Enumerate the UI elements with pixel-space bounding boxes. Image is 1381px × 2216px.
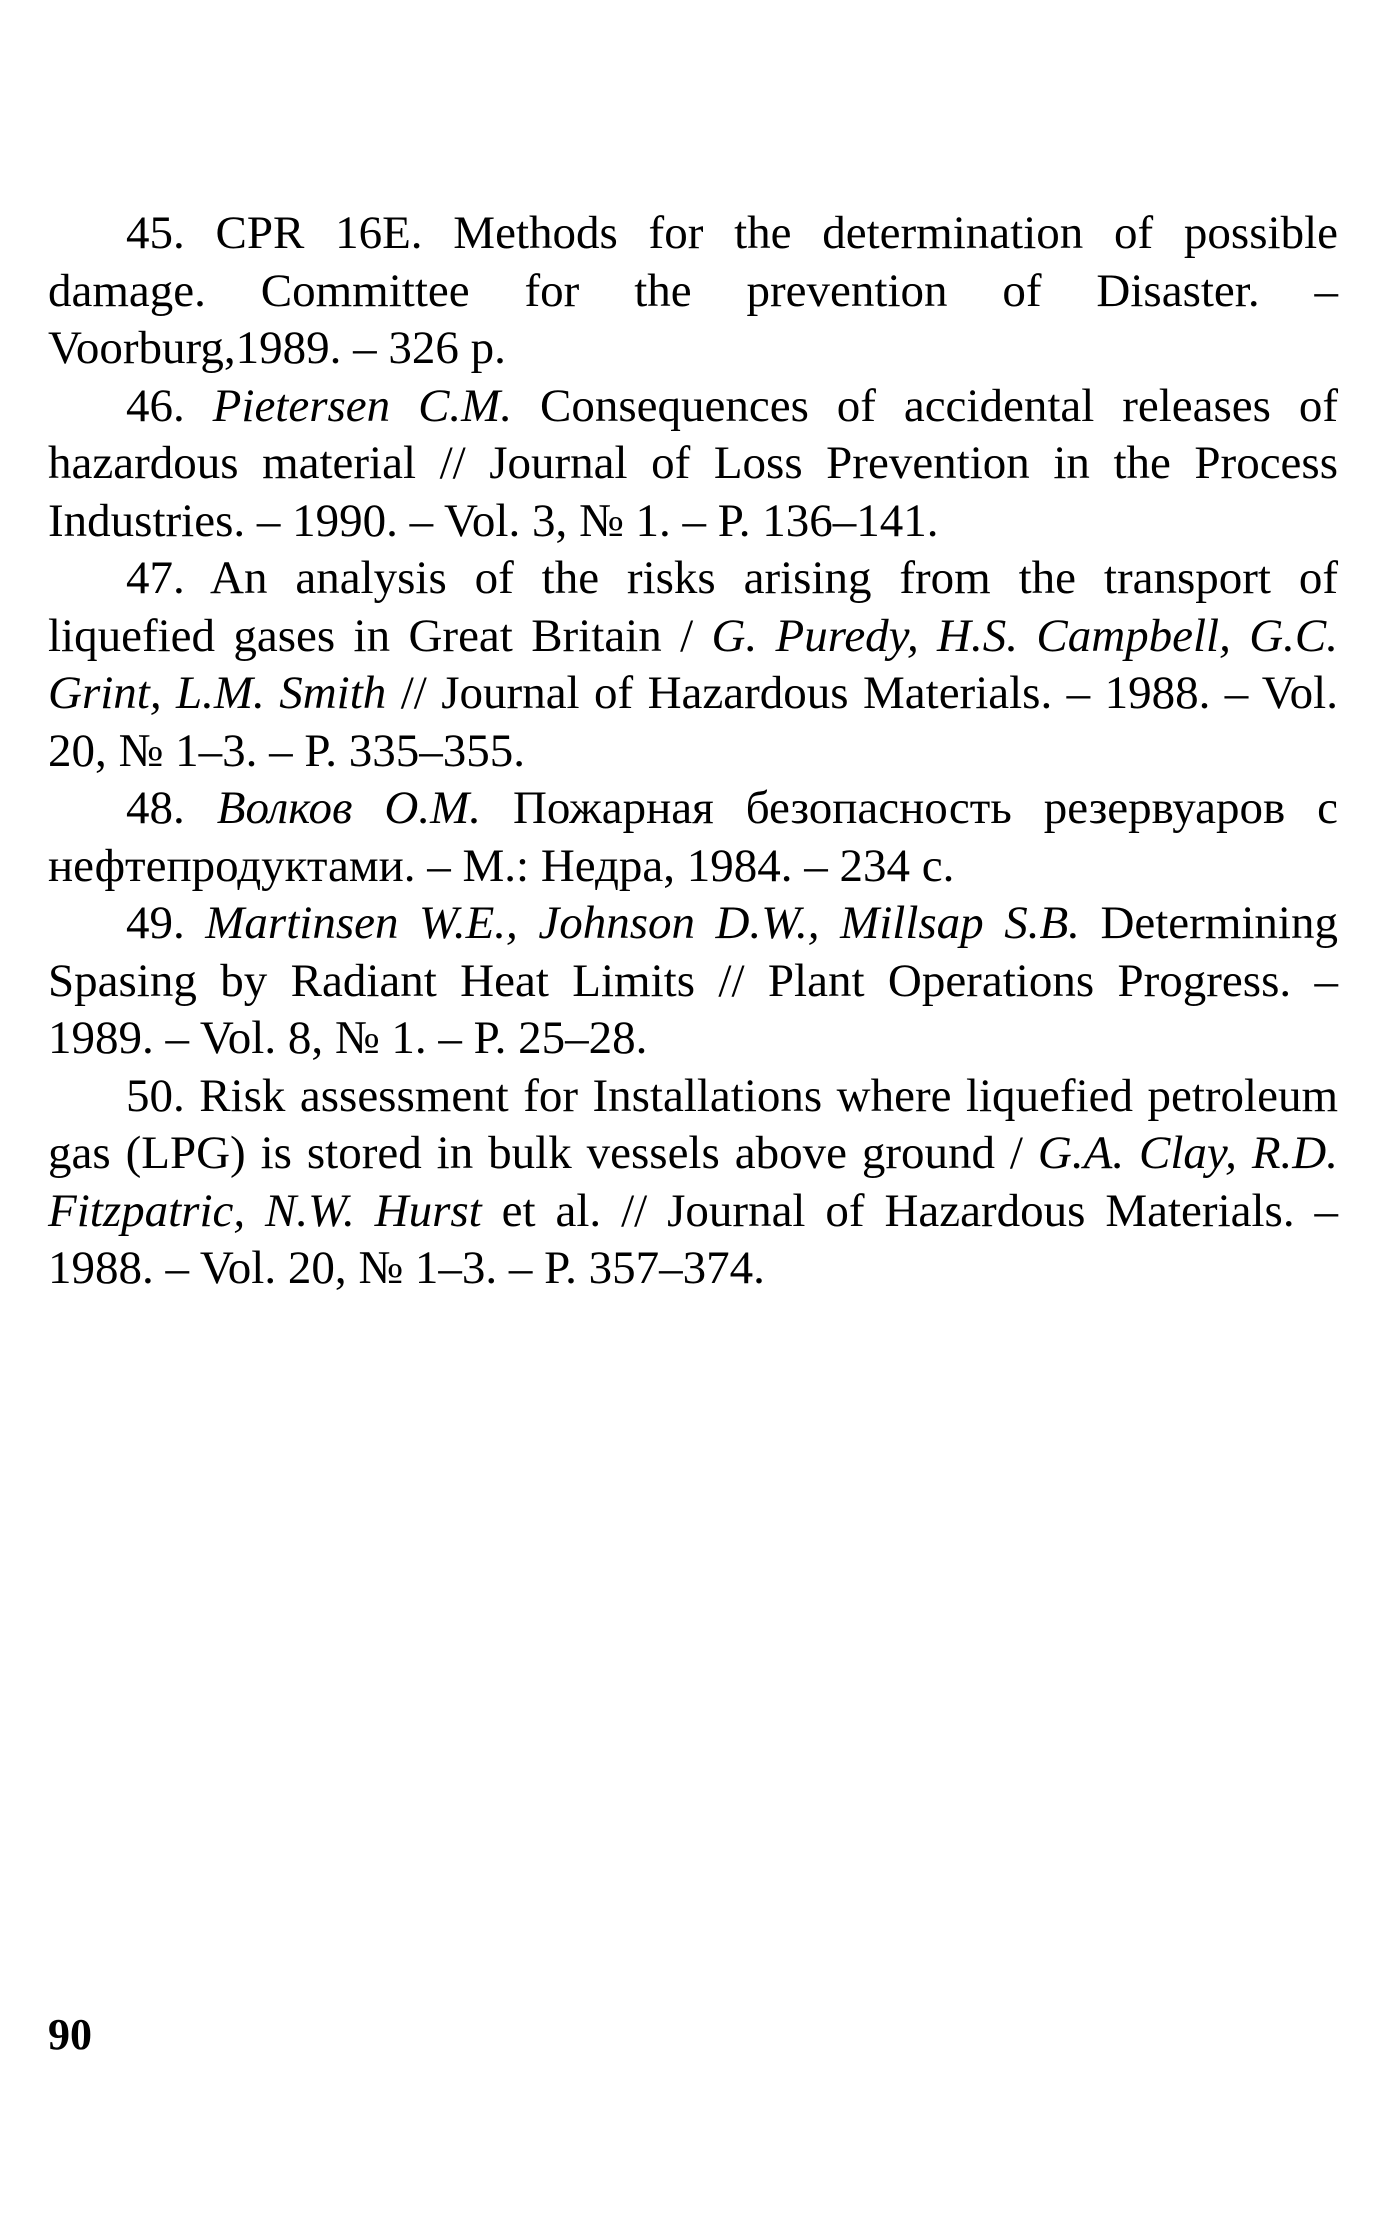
reference-45 bbox=[48, 205, 1338, 378]
reference-49 bbox=[48, 895, 1338, 1068]
reference-text: et al. // Journal of Hazardous Materials. – 1988. – Vol. 20, № 1–3. – P. 357–374. bbox=[48, 1184, 1339, 1294]
reference-text: 47. An analysis of the risks arising from the transport of liquefied gases in Great Britain / bbox=[48, 552, 1338, 662]
reference-text: Пожарная безопасность резервуаров с нефтепродуктами. – М.: Недра, 1984. – 234 с. bbox=[48, 782, 1339, 892]
reference-authors: Martinsen W.E., Johnson D.W., Millsap S.B. bbox=[205, 897, 1080, 949]
reference-50 bbox=[48, 1068, 1338, 1298]
reference-text: Consequences of accidental releases of hazardous material // Journal of Loss Prevention in the Process Industries. – 1990. – Vol. 3, № 1. – P. 136–141. bbox=[48, 379, 1339, 547]
reference-authors: Волков О.М. bbox=[216, 782, 481, 834]
reference-text: 48. bbox=[126, 782, 217, 834]
reference-text: 45. CPR 16E. Methods for the determination of possible damage. Committee for the prevention of Disaster. – Voorburg,1989. – 326 p. bbox=[48, 207, 1338, 374]
reference-authors: Pietersen C.M. bbox=[212, 379, 513, 432]
page-number: 90 bbox=[48, 2010, 92, 2059]
reference-text: 46. bbox=[126, 379, 213, 432]
reference-authors: G. Puredy, H.S. Campbell, G.C. Grint, L.M. Smith bbox=[48, 609, 1339, 719]
reference-list bbox=[48, 205, 1338, 1298]
reference-authors: G.A. Clay, R.D. Fitzpatric, N.W. Hurst bbox=[48, 1127, 1339, 1237]
reference-text: // Journal of Hazardous Materials. – 1988. – Vol. 20, № 1–3. – P. 335–355. bbox=[48, 667, 1338, 777]
reference-text: 49. bbox=[126, 897, 206, 949]
reference-text: 50. Risk assessment for Installations where liquefied petroleum gas (LPG) is stored in bulk vessels above ground / bbox=[48, 1069, 1338, 1179]
reference-48 bbox=[48, 780, 1338, 895]
reference-47 bbox=[48, 550, 1338, 780]
reference-text: Determining Spasing by Radiant Heat Limits // Plant Operations Progress. – 1989. – Vol. 8, № 1. – P. 25–28. bbox=[48, 897, 1338, 1064]
reference-46 bbox=[48, 378, 1338, 551]
